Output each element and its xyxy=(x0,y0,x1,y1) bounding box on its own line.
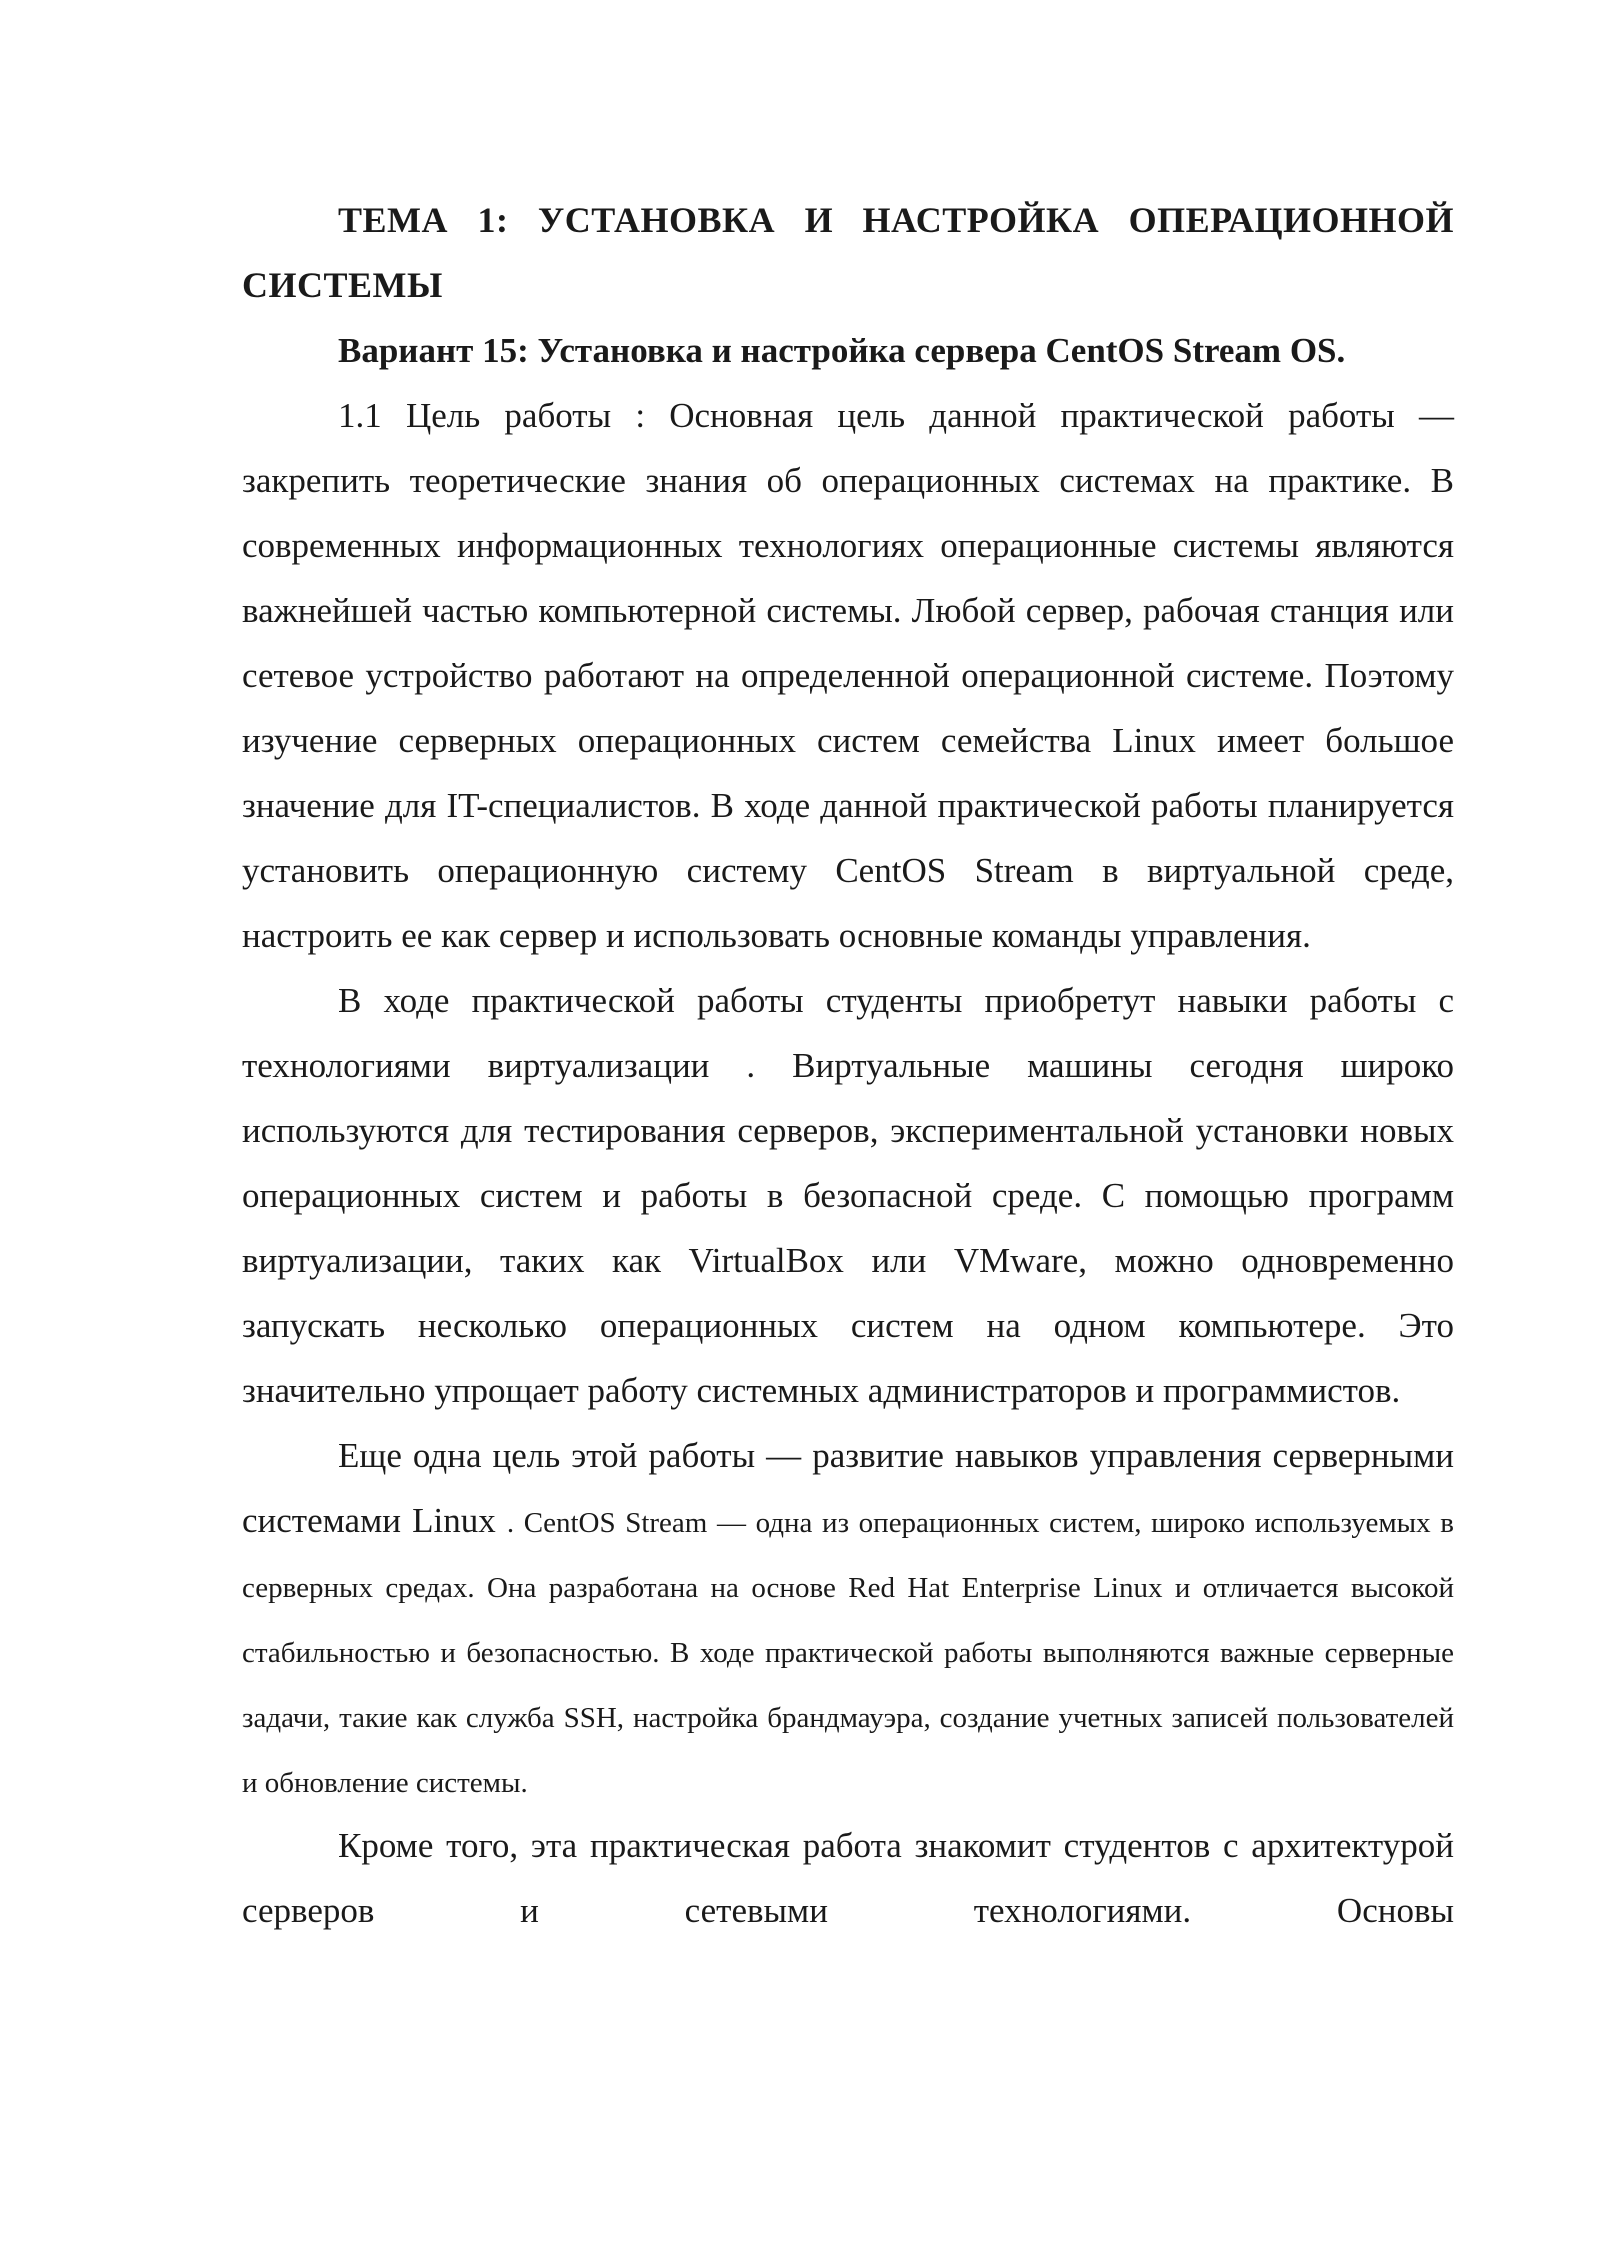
paragraph-linux-skills xyxy=(242,1423,1454,1813)
variant-title: Вариант 15: Установка и настройка сервера CentOS Stream OS. xyxy=(338,331,1346,370)
paragraph-goal: 1.1 Цель работы : Основная цель данной практической работы — закрепить теоретические знания об операционных системах на практике. В современных информационных технологиях операционные системы являются важнейшей частью компьютерной системы. Любой сервер, рабочая станция или сетевое устройство работают на определенной операционной системе. Поэтому изучение серверных операционных систем семейства Linux имеет большое значение для IT-специалистов. В ходе данной практической работы планируется установить операционную систему CentOS Stream в виртуальной среде, настроить ее как сервер и использовать основные команды управления. xyxy=(242,396,1454,955)
paragraph-linux-skills-lead: Еще одна цель этой работы — развитие навыков управления серверными системами Linux xyxy=(242,1436,1454,1540)
paragraph-virtualization: В ходе практической работы студенты приобретут навыки работы с технологиями виртуализации . Виртуальные машины сегодня широко используются для тестирования серверов, экспериментальной установки новых операционных систем и работы в безопасной среде. С помощью программ виртуализации, таких как VirtualBox или VMware, можно одновременно запускать несколько операционных систем на одном компьютере. Это значительно упрощает работу системных администраторов и программистов. xyxy=(242,981,1454,1410)
paragraph-linux-skills-rest: . CentOS Stream — одна из операционных систем, широко используемых в серверных средах. Она разработана на основе Red Hat Enterprise Linux и отличается высокой стабильностью и безопасностью. В ходе практической работы выполняются важные серверные задачи, такие как служба SSH, настройка брандмауэра, создание учетных записей пользователей и обновление системы. xyxy=(242,1507,1454,1799)
topic-heading: ТЕМА 1: УСТАНОВКА И НАСТРОЙКА ОПЕРАЦИОННОЙ СИСТЕМЫ xyxy=(242,200,1454,305)
paragraph-architecture: Кроме того, эта практическая работа знакомит студентов с архитектурой серверов и сетевыми технологиями. Основы xyxy=(242,1826,1454,1930)
document-body xyxy=(242,188,1454,1943)
